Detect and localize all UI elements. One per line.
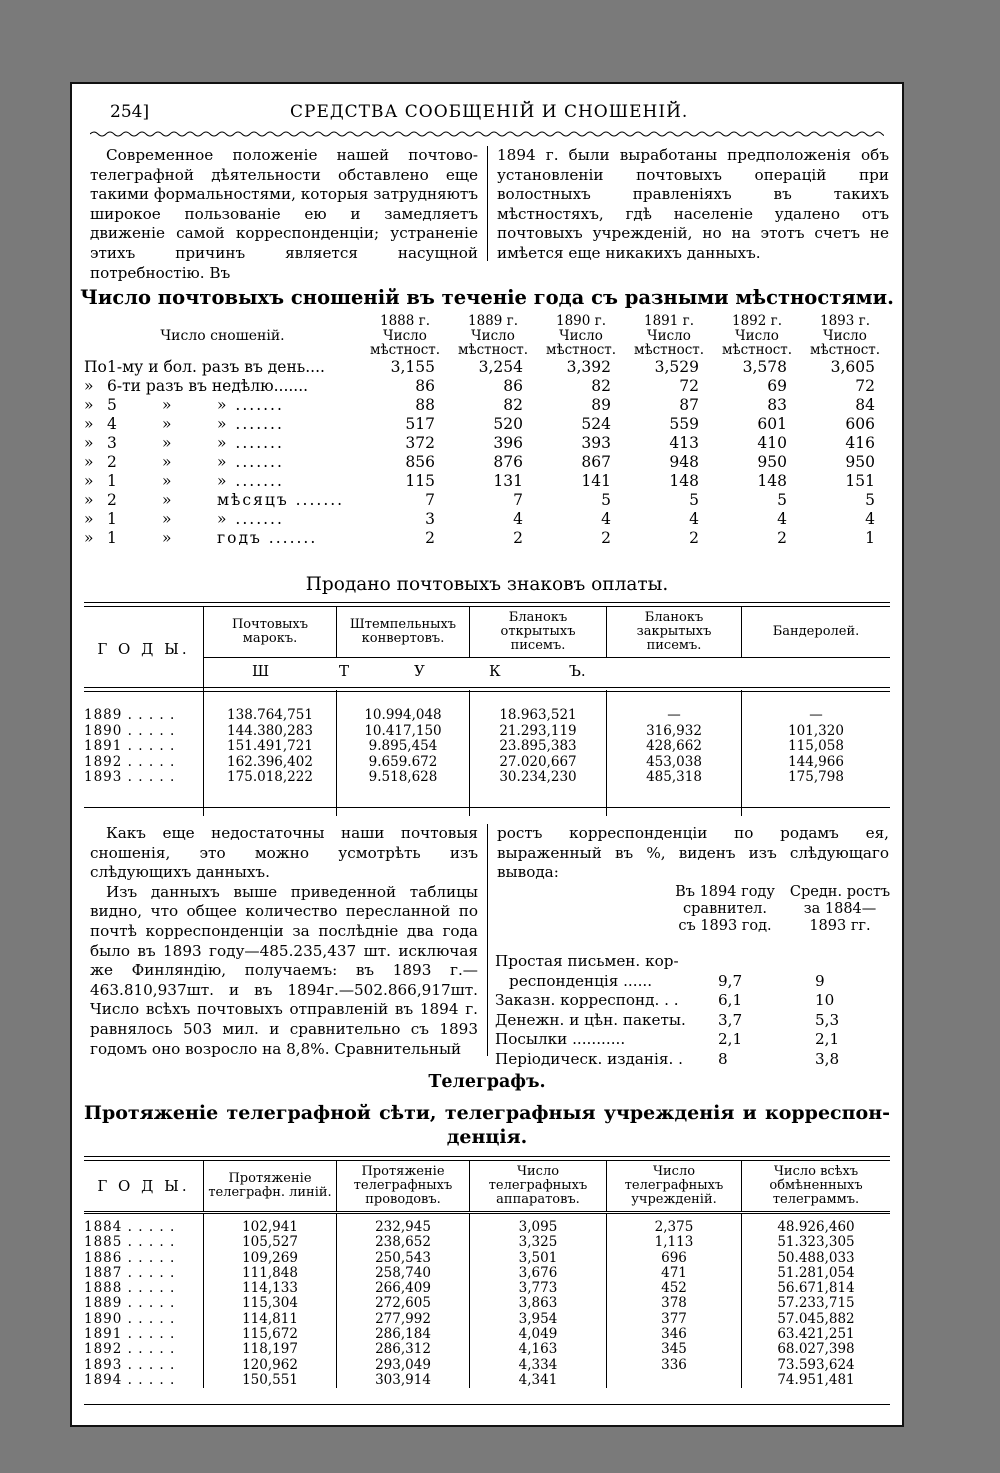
apparatus-header: Число телеграфныхъ аппаратовъ. [470,1161,607,1213]
cell-value: 303,914 [337,1373,470,1388]
body-right-intro: ростъ корреспонденцiи по родамъ ея, выраженный въ %, виденъ изъ слѣдующаго вывода: [497,824,889,882]
cell-value: 3 [425,509,435,528]
table-row [84,396,889,415]
row-prefix: » [84,433,94,452]
year-header: 1891 г. Число мѣстност. [633,313,705,358]
cell-value: 4 [865,509,875,528]
cell-value: 2 [425,528,435,547]
cell-value: 277,992 [337,1312,470,1327]
growth-1894: 2,1 [718,1030,743,1048]
cell-value: 21.293,119 [470,724,607,740]
cell-value: 3,578 [742,357,787,376]
row-count: 1 [107,471,117,490]
cell-value: 51.323,305 [742,1235,891,1250]
cell-value: 5 [689,490,699,509]
row-period: » ....... [217,433,284,452]
growth-col2-header: Средн. ростъ за 1884— 1893 гг. [789,884,891,934]
cell-value: 3,954 [470,1312,607,1327]
cell-value: 950 [845,452,875,471]
table-row [84,724,890,740]
cell-value: 559 [669,414,699,433]
cell-value: 9.518,628 [337,770,470,816]
cell-value: 57.233,715 [742,1296,891,1311]
growth-label: Простая письмен. кор- [495,952,679,970]
row-label: 1-му и бол. разъ въ день.... [107,357,325,376]
growth-avg: 9 [815,971,825,990]
table-row [84,1281,890,1296]
stamps-header: Почтовыхъ марокъ. [204,607,337,658]
table-row [84,358,889,377]
cell-value: 4 [777,509,787,528]
wrappers-header: Бандеролей. [742,607,891,658]
cell-value: 4 [513,509,523,528]
cell-value: 250,543 [337,1251,470,1266]
row-prefix: » [84,528,94,547]
cell-value: 118,197 [204,1342,337,1357]
table-row [84,1373,890,1388]
cell-value: 413 [669,433,699,452]
lines-header: Протяженiе телеграфн. линiй. [204,1161,337,1213]
cell-value: 150,551 [204,1373,337,1388]
cell-value: 4 [601,509,611,528]
cell-value: 232,945 [337,1213,470,1236]
cell-value: 151 [845,471,875,490]
table-row [84,453,889,472]
table2-mid-rule [84,687,890,692]
cell-value: 410 [757,433,787,452]
cell-value: 485,318 [607,770,742,816]
open-letters-header: Бланокъ открытыхъ писемъ. [470,607,607,658]
table-row [84,1213,890,1236]
cell-value: 336 [607,1358,742,1373]
row-prefix: » [84,414,94,433]
row-ditto: » [162,414,172,433]
cell-value: 115,672 [204,1327,337,1342]
table-row [84,415,889,434]
table-row [84,510,889,529]
cell-value: 3,501 [470,1251,607,1266]
row-year: 1884 . . . . . [84,1219,176,1235]
row-count: 4 [107,414,117,433]
unit-letter: У [414,662,425,680]
cell-value: — [742,690,891,724]
cell-value: 30.234,230 [470,770,607,816]
cell-value: 138.764,751 [204,690,337,724]
cell-value: 27.020,667 [470,755,607,771]
row-year: 1887 . . . . . [84,1264,176,1281]
telegraph-table-title-2: денцiя. [446,1126,528,1148]
telegraph-section-title: Телеграфъ. [428,1072,546,1092]
row-period: » ....... [217,452,284,471]
cell-value: 84 [855,395,875,414]
row-prefix: » [84,509,94,528]
growth-label: Перiодическ. изданiя. . [495,1049,683,1068]
cell-value: 2 [513,528,523,547]
telegraph-table [84,1161,890,1388]
cell-value: 3,325 [470,1235,607,1250]
growth-avg: 5,3 [815,1010,840,1029]
cell-value: 520 [493,414,523,433]
wavy-rule [90,130,884,138]
running-title: СРЕДСТВА СООБЩЕНIЙ И СНОШЕНIЙ. [290,102,689,122]
cell-value: 453,038 [607,755,742,771]
row-period: годъ ....... [217,528,318,547]
cell-value: 82 [591,376,611,395]
row-year: 1885 . . . . . [84,1234,176,1251]
cell-value: 396 [493,433,523,452]
telegraph-table-title-1: Протяженiе телеграфной сѣти, телеграфныя учрежденiя и корреспон- [84,1102,890,1124]
cell-value: 9.659.672 [337,755,470,771]
growth-1894: 3,7 [718,1010,743,1029]
cell-value: 120,962 [204,1358,337,1373]
cell-value: 148 [669,471,699,490]
row-prefix: По [84,357,107,376]
cell-value: — [607,690,742,724]
cell-value: 88 [415,395,435,414]
table-row [84,690,890,724]
cell-value: 73.593,624 [742,1358,891,1373]
cell-value: 4,049 [470,1327,607,1342]
cell-value: 876 [493,452,523,471]
cell-value: 452 [607,1281,742,1296]
cell-value: 258,740 [337,1266,470,1281]
growth-col1-header: Въ 1894 году сравнител. съ 1893 год. [675,884,775,934]
row-count: 2 [107,452,117,471]
row-count: 1 [107,528,117,547]
cell-value: 316,932 [607,724,742,740]
unit-letter: К [489,662,501,680]
cell-value: 51.281,054 [742,1266,891,1281]
cell-value: 109,269 [204,1251,337,1266]
row-year: 1893 . . . . . [84,1356,176,1373]
cell-value: 471 [607,1266,742,1281]
row-year: 1891 . . . . . [84,1326,176,1343]
table-row [84,377,889,396]
years-header: Г О Д Ы. [97,1177,190,1195]
cell-value: 86 [415,376,435,395]
cell-value: 2 [601,528,611,547]
cell-value: 101,320 [742,724,891,740]
row-ditto: » [162,509,172,528]
cell-value: 74.951,481 [742,1373,891,1388]
cell-value: 115,304 [204,1296,337,1311]
cell-value: 3,863 [470,1296,607,1311]
cell-value: 2 [689,528,699,547]
body-left-p2: Изъ данныхъ выше приведенной таблицы видно, что общее количество пересланной по почтѣ корреспонденцiи за послѣднiе два года было въ 1893 году—485.235,437 шт. исключая же Финляндiю, получаемъ: въ 1893 г.—463.810,937шт. и въ 1894г.—502.866,917шт. Число всѣхъ почтовыхъ отправленiй въ 1894 г. равнялось 503 мил. и сравнительно съ 1893 годомъ оно возросло на 8,8%. Сравнительный [90,882,478,1058]
row-prefix: » [84,490,94,509]
cell-value: 151.491,721 [204,739,337,755]
year-header: 1889 г. Число мѣстност. [457,313,529,358]
cell-value: 111,848 [204,1266,337,1281]
offices-header: Число телеграфныхъ учрежденiй. [607,1161,742,1213]
wires-header: Протяженiе телеграфныхъ проводовъ. [337,1161,470,1213]
growth-avg: 10 [815,991,835,1009]
year-header: 1890 г. Число мѣстност. [545,313,617,358]
table-row [84,1296,890,1311]
cell-value: 7 [513,490,523,509]
cell-value: 86 [503,376,523,395]
cell-value: 69 [767,376,787,395]
cell-value: 105,527 [204,1235,337,1250]
cell-value: 2 [777,528,787,547]
cell-value: 175,798 [742,770,891,816]
cell-value: 7 [425,490,435,509]
cell-value: 856 [405,452,435,471]
cell-value: 148 [757,471,787,490]
intro-right-text: 1894 г. были выработаны предположенiя объ установленiи почтовыхъ операцiй при волостныхъ правленiяхъ въ такихъ мѣстностяхъ, гдѣ населенiе удалено отъ почтовыхъ учрежденiй, но на этотъ счетъ не имѣется еще никакихъ данныхъ. [497,146,889,262]
cell-value: 115,058 [742,739,891,755]
cell-value: 72 [855,376,875,395]
table-row [84,770,890,816]
cell-value: 9.895,454 [337,739,470,755]
cell-value: 238,652 [337,1235,470,1250]
cell-value: 4,163 [470,1342,607,1357]
cell-value: 266,409 [337,1281,470,1296]
cell-value: 162.396,402 [204,755,337,771]
cell-value: 57.045,882 [742,1312,891,1327]
table1-title: Число почтовыхъ сношенiй въ теченiе года съ разными мѣстностями. [80,286,894,309]
cell-value: 3,392 [566,357,611,376]
cell-value: 50.488,033 [742,1251,891,1266]
intro-right-column [497,146,889,264]
cell-value: 4 [689,509,699,528]
row-prefix: » [84,395,94,414]
year-header: 1888 г. Число мѣстност. [369,313,441,358]
cell-value: 378 [607,1296,742,1311]
cell-value: 4,334 [470,1358,607,1373]
row-ditto: » [162,490,172,509]
table-row [84,739,890,755]
cell-value: 83 [767,395,787,414]
cell-value: 23.895,383 [470,739,607,755]
cell-value: 3,095 [470,1213,607,1236]
row-prefix: » [84,471,94,490]
row-period: » ....... [217,395,284,414]
table2-title: Продано почтовыхъ знаковъ оплаты. [305,574,669,595]
row-prefix: » [84,452,94,471]
row-year: 1888 . . . . . [84,1280,176,1297]
cell-value: 2,375 [607,1213,742,1236]
growth-avg: 3,8 [815,1049,840,1068]
body-right-column [497,824,889,883]
row-year: 1889 . . . . . [84,1295,176,1312]
unit-row [84,658,890,691]
contacts-table-header [84,314,889,358]
column-divider [487,824,488,1056]
cell-value: 345 [607,1342,742,1357]
cell-value: 293,049 [337,1358,470,1373]
table-row [84,1266,890,1281]
cell-value: 114,133 [204,1281,337,1296]
growth-label: Денежн. и цѣн. пакеты. [495,1010,686,1029]
column-divider [487,146,488,261]
row-ditto: » [162,471,172,490]
cell-value: 10.994,048 [337,690,470,724]
growth-1894: 6,1 [718,991,743,1009]
table-row [84,1358,890,1373]
cell-value: 950 [757,452,787,471]
cell-value: 867 [581,452,611,471]
cell-value: 286,312 [337,1342,470,1357]
year-header: 1892 г. Число мѣстност. [721,313,793,358]
row-year: 1886 . . . . . [84,1249,176,1266]
row-year: 1893 . . . . . [84,769,176,785]
cell-value: 48.926,460 [742,1213,891,1236]
unit-letter: Т [339,662,350,680]
table-row [84,1235,890,1250]
cell-value: 416 [845,433,875,452]
cell-value: 606 [845,414,875,433]
row-year: 1890 . . . . . [84,722,176,739]
page-number: 254] [110,102,150,122]
row-ditto: » [162,433,172,452]
row-year: 1890 . . . . . [84,1310,176,1327]
document-page [70,82,904,1427]
envelopes-header: Штемпельныхъ конвертовъ. [337,607,470,658]
table-row [84,491,889,510]
cell-value: 3,605 [830,357,875,376]
table2-bottom-rule [84,807,890,808]
table-row [84,1327,890,1342]
row-ditto: » [162,452,172,471]
cell-value: 87 [679,395,699,414]
cell-value: 3,155 [390,357,435,376]
table-row [84,1312,890,1327]
row-count: 2 [107,490,117,509]
cell-value: 131 [493,471,523,490]
cell-value: 5 [865,490,875,509]
cell-value: 89 [591,395,611,414]
body-left-column [90,824,478,1059]
unit-cell [204,658,891,691]
table-row [84,529,889,548]
table-row [84,1251,890,1266]
cell-value: 3,773 [470,1281,607,1296]
cell-value: 63.421,251 [742,1327,891,1342]
cell-value: 10.417,150 [337,724,470,740]
cell-value [607,1373,742,1388]
cell-value: 696 [607,1251,742,1266]
table-row [84,1342,890,1357]
row-year: 1889 . . . . . [84,707,176,723]
cell-value: 72 [679,376,699,395]
closed-letters-header: Бланокъ закрытыхъ писемъ. [607,607,742,658]
contacts-header-label: Число сношенiй. [160,327,285,344]
year-header: 1893 г. Число мѣстност. [809,313,881,358]
cell-value: 1,113 [607,1235,742,1250]
body-left-p1: Какъ еще недостаточны наши почтовыя сношенiя, это можно усмотрѣть изъ слѣдующихъ данныхъ. [90,824,478,882]
intro-left-text: Современное положенiе нашей почтово-телеграфной дѣятельности обставлено еще такими формальностями, которыя затрудняютъ широкое пользованiе ею и замедляетъ движенiе самой корреспонденцiи; устраненiе этихъ причинъ является насущной потребностiю. Въ [90,146,478,282]
row-period: мѣсяцъ ....... [217,490,345,509]
cell-value: 517 [405,414,435,433]
cell-value: 524 [581,414,611,433]
cell-value: 601 [757,414,787,433]
growth-label: респонденцiя ...... [509,971,653,990]
cell-value: 3,529 [654,357,699,376]
table3-bottom-rule [84,1404,890,1405]
cell-value: 141 [581,471,611,490]
page-header [110,102,884,130]
row-count: 5 [107,395,117,414]
cell-value: 1 [865,528,875,547]
cell-value: 144.380,283 [204,724,337,740]
growth-label: Заказн. корреспонд. . . [495,991,679,1009]
cell-value: 286,184 [337,1327,470,1342]
cell-value: 377 [607,1312,742,1327]
cell-value: 372 [405,433,435,452]
row-ditto: » [162,395,172,414]
cell-value: 68.027,398 [742,1342,891,1357]
cell-value: 144,966 [742,755,891,771]
row-year: 1891 . . . . . [84,738,176,754]
intro-left-column [90,146,478,283]
row-count: 3 [107,433,117,452]
row-year: 1892 . . . . . [84,1341,176,1358]
cell-value: 5 [601,490,611,509]
growth-label: Посылки ........... [495,1030,626,1048]
row-count: 1 [107,509,117,528]
cell-value: 114,811 [204,1312,337,1327]
cell-value: 102,941 [204,1213,337,1236]
row-period: » ....... [217,414,284,433]
growth-1894: 8 [718,1049,728,1068]
cell-value: 3,676 [470,1266,607,1281]
growth-1894: 9,7 [718,971,743,990]
unit-letter: Ш [252,662,270,680]
table-row [84,472,889,491]
row-year: 1892 . . . . . [84,753,176,770]
row-period: » ....... [217,471,284,490]
cell-value: 3,254 [478,357,523,376]
table-row [84,755,890,771]
cell-value: 5 [777,490,787,509]
cell-value: 948 [669,452,699,471]
cell-value: 175.018,222 [204,770,337,816]
wavy-line [90,132,884,136]
cell-value: 393 [581,433,611,452]
contacts-table [84,314,889,548]
growth-avg: 2,1 [815,1030,840,1048]
unit-letter: Ъ. [569,662,586,680]
row-period: » ....... [217,509,284,528]
years-header: Г О Д Ы. [97,639,190,658]
cell-value: 4,341 [470,1373,607,1388]
table-row [84,434,889,453]
row-prefix: » [84,376,94,395]
cell-value: 428,662 [607,739,742,755]
stamps-table [84,607,890,816]
cell-value: 346 [607,1327,742,1342]
cell-value: 82 [503,395,523,414]
cell-value: 18.963,521 [470,690,607,724]
telegrams-header: Число всѣхъ обмѣненныхъ телеграммъ. [742,1161,891,1213]
row-year: 1894 . . . . . [84,1371,176,1388]
row-label: 6-ти разъ въ недѣлю....... [107,376,309,395]
cell-value: 56.671,814 [742,1281,891,1296]
cell-value: 272,605 [337,1296,470,1311]
row-ditto: » [162,528,172,547]
cell-value: 115 [405,471,435,490]
